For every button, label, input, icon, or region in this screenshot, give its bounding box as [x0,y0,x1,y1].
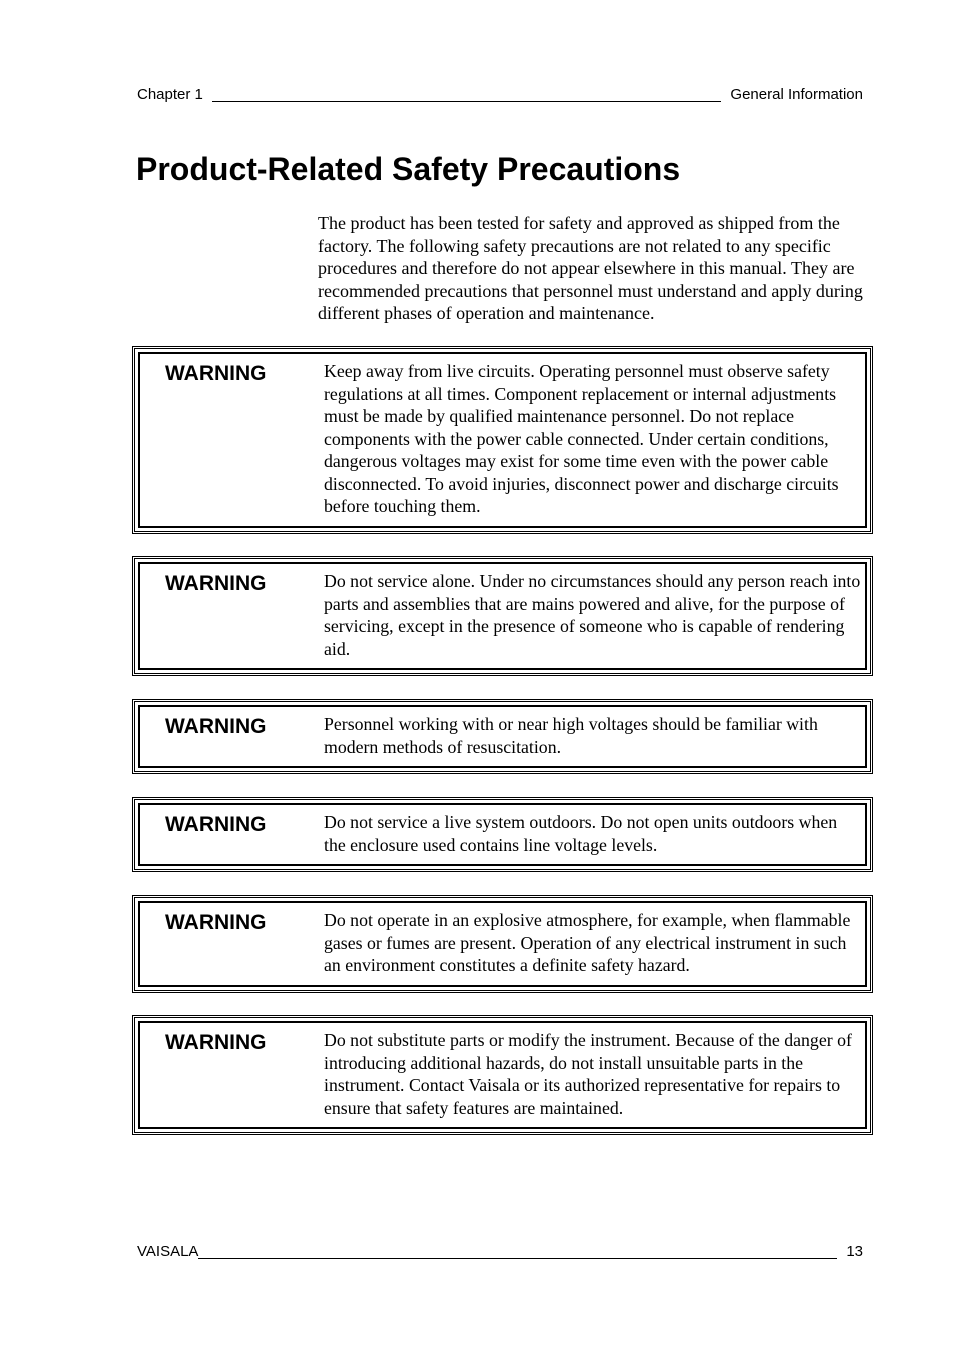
warning-text: Do not service a live system outdoors. Do not open units outdoors when the enclosure used contains line voltage levels. [324,812,838,855]
page-title: Product-Related Safety Precautions [136,151,681,187]
warning-label: WARNING [165,911,267,934]
warning-box [132,797,873,872]
warning-frame [138,901,867,987]
warning-text: Do not substitute parts or modify the instrument. Because of the danger of introducing additional hazards, do not install unsuitable parts in the instrument. Contact Vaisala or its authorized representative for repairs to ensure that safety features are maintained. [324,1030,852,1118]
warning-label: WARNING [165,813,267,836]
warning-text: Personnel working with or near high voltages should be familiar with modern methods of resuscitation. [324,714,818,757]
chapter-label: Chapter 1 [137,86,203,103]
warning-label: WARNING [165,362,267,385]
warning-box [132,699,873,774]
warning-frame [138,352,867,528]
page-number: 13 [846,1243,863,1260]
warning-label: WARNING [165,715,267,738]
warning-text: Do not service alone. Under no circumstances should any person reach into parts and assemblies that are mains powered and alive, for the purpose of servicing, except in the presence of someone who is capable of rendering aid. [324,571,861,659]
warning-frame [138,1021,867,1129]
page-footer [137,1243,863,1261]
warning-label: WARNING [165,1031,267,1054]
header-rule [212,101,722,102]
warning-box [132,1015,873,1135]
intro-paragraph: The product has been tested for safety and approved as shipped from the factory. The following safety precautions are not related to any specific procedures and therefore do not appear elsewhere in this manual. They are recommended precautions that personnel must understand and apply during different phases of operation and maintenance. [318,213,863,324]
warning-box [132,895,873,993]
footer-rule [198,1258,837,1259]
warning-text: Keep away from live circuits. Operating personnel must observe safety regulations at all times. Component replacement or internal adjustments must be made by qualified maintenance personnel. Do not replace components with the power cable connected. Under certain conditions, dangerous voltages may exist for some time even with the power cable disconnected. To avoid injuries, disconnect power and discharge circuits before touching them. [324,361,839,516]
warning-frame [138,562,867,670]
warning-frame [138,803,867,866]
page-header [137,86,863,104]
warning-label: WARNING [165,572,267,595]
company-name: VAISALA [137,1243,199,1260]
warning-frame [138,705,867,768]
warning-box [132,556,873,676]
warning-box [132,346,873,534]
section-label: General Information [730,86,863,103]
warning-text: Do not operate in an explosive atmosphere, for example, when flammable gases or fumes are present. Operation of any electrical instrument in such an environment constitutes a definite safety hazard. [324,910,851,975]
